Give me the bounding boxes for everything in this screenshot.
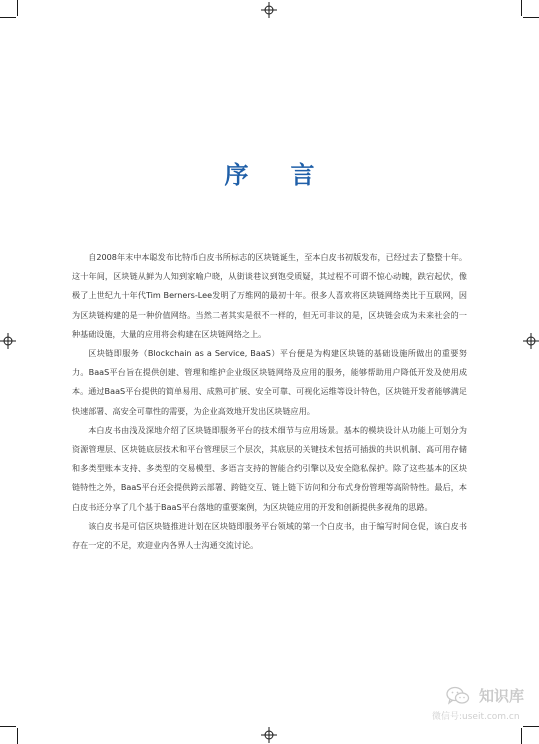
page-title: 序言 [224,161,357,189]
paragraph: 区块链即服务（Blockchain as a Service, BaaS）平台便是为构建区块链的基础设施所做出的重要努力。BaaS平台旨在提供创建、管理和维护企业级区块链网络及应用的服务，能够帮助用户降低开发及使用成本。通过BaaS平台提供的简单易用、成熟可扩展、安全可靠、可视化运维等设计特色，区块链开发者能够满足快速部署、高安全可靠性的需要，为企业高效地开发出区块链应用。 [72,348,467,416]
preface-body [72,248,467,555]
watermark-site: 微信号:useit.com.cn [432,712,520,722]
registration-mark-top-icon [261,2,277,18]
paragraph: 该白皮书是可信区块链推进计划在区块链即服务平台领域的第一个白皮书，由于编写时间仓促，该白皮书存在一定的不足，欢迎业内各界人士沟通交流讨论。 [72,520,467,551]
registration-mark-left-icon [0,333,16,349]
registration-mark-bottom-icon [261,727,277,743]
registration-mark-right-icon [523,333,539,349]
paragraph: 自2008年末中本聪发布比特币白皮书所标志的区块链诞生，至本白皮书初版发布，已经过去了整整十年。这十年间，区块链从鲜为人知到家喻户晓，从街谈巷议到饱受质疑，其过程不可谓不惊心动魄，跌宕起伏，像极了上世纪九十年代Tim Berners-Lee发明了万维网的最初十年。很多人喜欢将区块链网络类比于互联网，因为区块链构建的是一种价值网络。当然二者其实是很不一样的，但无可非议的是，区块链会成为未来社会的一种基础设施，大量的应用将会构建在区块链网络之上。 [72,252,467,339]
wechat-icon [446,686,470,706]
paragraph: 本白皮书由浅及深地介绍了区块链即服务平台的技术细节与应用场景。基本的模块设计从功能上可划分为资源管理层、区块链底层技术和平台管理层三个层次，其底层的关键技术包括可插拔的共识机制、高可用存储和多类型账本支持、多类型的交易模型、多语言支持的智能合约引擎以及安全隐私保护。除了这些基本的区块链特性之外，BaaS平台还会提供跨云部署、跨链交互、链上链下访问和分布式身份管理等高阶特性。最后，本白皮书还分享了几个基于BaaS平台落地的重要案例，为区块链应用的开发和创新提供多视角的思路。 [72,424,467,512]
watermark [424,682,536,726]
watermark-brand: 知识库 [479,687,525,705]
